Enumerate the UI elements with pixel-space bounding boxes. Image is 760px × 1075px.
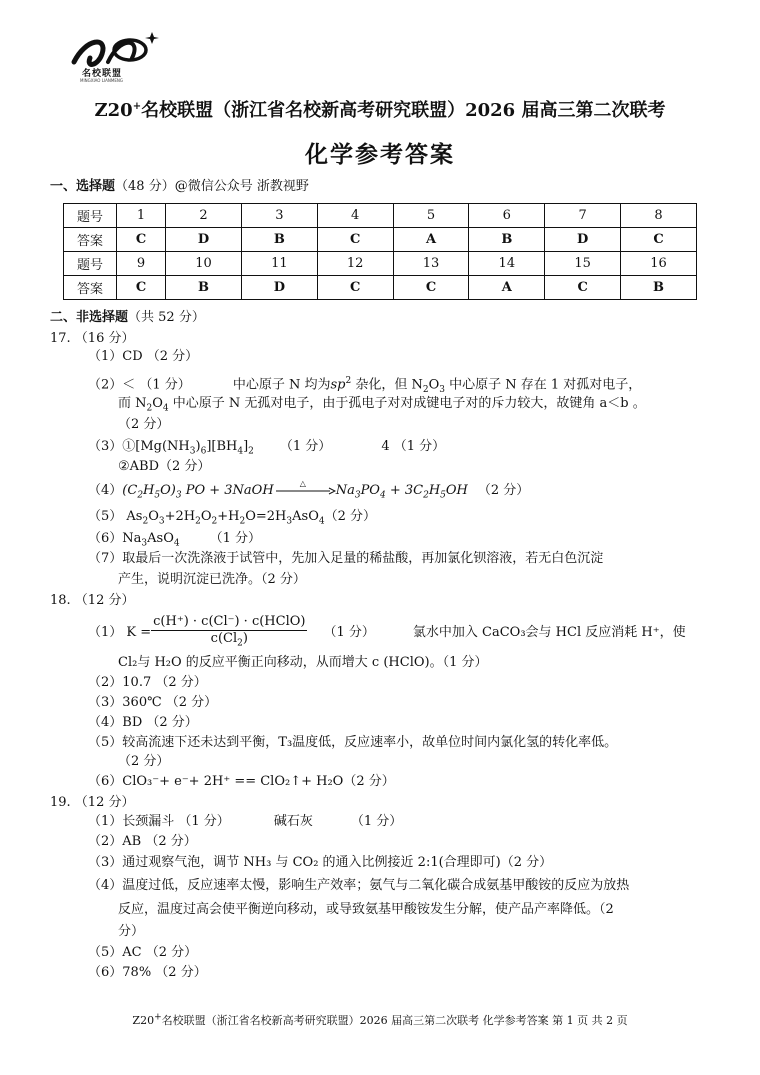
- q18-heading: 18. （12 分）: [50, 593, 135, 608]
- section1-heading: 一、选择题（48 分）@微信公众号 浙教视野: [50, 179, 309, 194]
- q17-answer-5: （5） $As_2O_3+2H_2O_2+H_2O=2H_3AsO_4(2$ 分）: [88, 509, 376, 527]
- table-row: 答案 C D B C A B D C: [64, 228, 697, 252]
- q17-heading: 17. （16 分）: [50, 331, 135, 346]
- q18-answer-2: （2）10.7 （2 分）: [88, 675, 207, 690]
- q19-answer-3: （3）通过观察气泡，调节 NH₃ 与 CO₂ 的通入比例接近 2:1(合理即可)（2 分）: [88, 855, 553, 870]
- q17-answer-1: （1）CD （2 分）: [88, 349, 199, 364]
- section2-heading: 二、非选择题（共 52 分）: [50, 310, 205, 325]
- table-row: 答案 C B D C C A C B: [64, 276, 697, 300]
- q19-answer-2: （2）AB （2 分）: [88, 834, 197, 849]
- q18-answer-5-cont: （2 分）: [118, 754, 170, 769]
- q17-answer-6: $(6)Na_3AsO_4$ （1 分）: [88, 531, 261, 549]
- q19-answer-4: （4）温度过低，反应速率太慢，影响生产效率；氨气与二氧化碳合成氨基甲酸铵的反应为放热: [88, 878, 630, 893]
- logo-name: 名校联盟: [82, 69, 123, 79]
- q17-answer-7: （7）取最后一次洗涤液于试管中，先加入足量的稀盐酸，再加氯化钡溶液，若无白色沉淀: [88, 551, 604, 566]
- answer-table: [63, 203, 697, 300]
- q18-answer-6: （6）ClO₃⁻+ e⁻+ 2H⁺ == ClO₂↑+ H₂O（2 分）: [88, 774, 395, 789]
- q17-answer-7-cont: 产生，说明沉淀已洗净。（2 分）: [118, 572, 306, 587]
- q18-answer-3: （3）360℃ （2 分）: [88, 695, 218, 710]
- q17-answer-3-cont: ②ABD（2 分）: [118, 459, 211, 474]
- equilibrium-constant-fraction: $\frac{\text{c(H⁺) · c(Cl⁻) · c(HClO)}}{c(Cl_2)}$: [153, 614, 306, 649]
- q18-answer-5: （5）较高流速下还未达到平衡，T₃温度低，反应速率小，故单位时间内氯化氢的转化率低。: [88, 735, 618, 750]
- q19-answer-4-score: 分）: [118, 924, 145, 939]
- table-row: 题号 1 2 3 4 5 6 7 8: [64, 204, 697, 228]
- q17-answer-2-cont: 而 $N_2O_4$ 中心原子 N 无孤对电子，由于孤电子对对成键电子对的斥力较大，故键角 a＜b 。: [118, 396, 646, 414]
- q19-answer-5: （5）AC （2 分）: [88, 945, 198, 960]
- q19-answer-6: （6）78% （2 分）: [88, 965, 207, 980]
- q17-answer-4: $(4)(C_2H_5O)_3$ PO + 3NaOH △ $Na_3PO_4 + 3C_2H_5OH$ （2 分）: [88, 478, 530, 501]
- page-footer: Z20+名校联盟（浙江省名校新高考研究联盟）2026 届高三第二次联考 化学参考答案 第 1 页 共 2 页: [132, 1012, 628, 1027]
- heating-arrow-icon: △: [274, 485, 336, 497]
- q19-heading: 19. （12 分）: [50, 795, 135, 810]
- header-title: Z20+名校联盟（浙江省名校新高考研究联盟）2026 届高三第二次联考: [94, 100, 666, 121]
- document-title: 化学参考答案: [305, 142, 455, 168]
- q17-answer-2-score: （2 分）: [118, 417, 170, 432]
- q18-answer-1: （1） K = $\frac{\text{c(H⁺) · c(Cl⁻) · c(HClO)}}{c(Cl_2)}$ （1 分） 氯水中加入 CaCO₃会与 HCl 反应消耗 H⁺，使: [88, 614, 686, 652]
- q17-answer-3: $(3)①[Mg(NH_3)_6][BH_4]_2$ （1 分） 4 （1 分）: [88, 439, 446, 457]
- q17-answer-2: （2）＜ （1 分） 中心原子 N 均为$sp^2$ 杂化，但 $N_2O_3$ 中心原子 N 存在 1 对孤对电子，: [88, 376, 642, 395]
- q18-answer-1-cont: Cl₂与 H₂O 的反应平衡正向移动，从而增大 c (HClO)。（1 分）: [118, 655, 488, 670]
- q18-answer-4: （4）BD （2 分）: [88, 715, 198, 730]
- q19-answer-4-cont: 反应，温度过高会使平衡逆向移动，或导致氨基甲酸铵发生分解，使产品产率降低。（2: [118, 902, 614, 917]
- logo-subtitle: MINGXIAO LIANMENG: [80, 78, 123, 83]
- q19-answer-1: （1）长颈漏斗 （1 分） 碱石灰 （1 分）: [88, 814, 403, 829]
- table-row: 题号 9 10 11 12 13 14 15 16: [64, 252, 697, 276]
- equation-4: $(C_2H_5O)_3$ PO + 3NaOH: [122, 483, 274, 501]
